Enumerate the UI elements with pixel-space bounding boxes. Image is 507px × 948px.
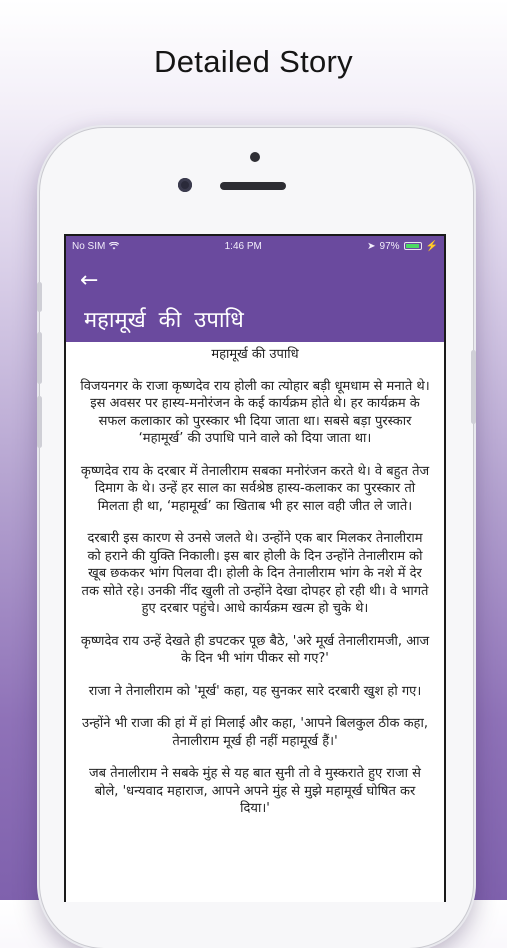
- phone-screen: [64, 234, 446, 902]
- story-paragraph: कृष्णदेव राय उन्हें देखते ही डपटकर पूछ बैठे, 'अरे मूर्ख तेनालीरामजी, आज के दिन भी भांग पीकर सो गए?': [80, 633, 430, 666]
- location-icon: ➤: [367, 240, 376, 252]
- wifi-icon: [109, 242, 119, 250]
- front-camera: [178, 178, 192, 192]
- battery-icon: [404, 242, 422, 250]
- phone-volume-down-button: [37, 396, 42, 448]
- carrier-label: No SIM: [72, 240, 106, 252]
- proximity-sensor: [250, 152, 260, 162]
- story-paragraph: दरबारी इस कारण से उनसे जलते थे। उन्होंने एक बार मिलकर तेनालीराम को हराने की युक्ति निकाली। इस बार होली के दिन उन्होंने तेनालीराम को खूब छककर भांग पिलवा दी। होली के दिन तेनालीराम भांग के नशे में देर तक सोते रहे। उनकी नींद खुली तो उन्होंने देखा दोपहर हो रही थी। वे भागते हुए दरबार पहुंचे। आधे कार्यक्रम खत्म हो चुके थे।: [81, 531, 429, 616]
- story-heading: महामूर्ख की उपाधि: [211, 347, 299, 362]
- earpiece-speaker: [220, 182, 286, 190]
- phone-volume-up-button: [37, 332, 42, 384]
- page-title: महामूर्ख की उपाधि: [84, 308, 244, 333]
- story-paragraph: जब तेनालीराम ने सबके मुंह से यह बात सुनी तो वे मुस्कराते हुए राजा से बोले, 'धन्यवाद महाराज, आपने अपने मुंह से मुझे महामूर्ख घोषित कर दिया।': [89, 766, 421, 816]
- story-paragraph: विजयनगर के राजा कृष्णदेव राय होली का त्योहार बड़ी धूमधाम से मनाते थे। इस अवसर पर हास्य-मनोरंजन के कई कार्यक्रम होते थे। हर कार्यक्रम के सफल कलाकार को पुरस्कार भी दिया जाता था। सबसे बड़ा पुरस्कार ‘महामूर्ख’ की उपाधि पाने वाले को दिया जाता था।: [80, 378, 430, 446]
- promo-headline: Detailed Story: [154, 44, 353, 79]
- clock-label: 1:46 PM: [224, 240, 262, 252]
- story-paragraph: कृष्णदेव राय के दरबार में तेनालीराम सबका मनोरंजन करते थे। वे बहुत तेज दिमाग के थे। उन्हें हर साल का सर्वश्रेष्ठ हास्य-कलाकर का पुरस्कार तो मिलता ही था, ‘महामूर्ख’ का खिताब भी हर साल वही जीत ले जाते।: [80, 463, 430, 514]
- back-arrow-icon[interactable]: ←: [80, 268, 99, 293]
- phone-side-button: [37, 282, 42, 312]
- charging-icon: ⚡: [425, 240, 438, 252]
- phone-power-button: [471, 350, 476, 424]
- battery-percent: 97%: [379, 240, 400, 252]
- story-paragraph: राजा ने तेनालीराम को 'मूर्ख' कहा, यह सुनकर सारे दरबारी खुश हो गए।: [88, 683, 422, 699]
- status-bar: [66, 236, 444, 256]
- story-paragraph: उन्होंने भी राजा की हां में हां मिलाई और कहा, 'आपने बिलकुल ठीक कहा, तेनालीराम मूर्ख ही नहीं महामूर्ख हैं।': [82, 716, 428, 749]
- app-bar: [66, 256, 444, 342]
- story-body: [66, 342, 444, 818]
